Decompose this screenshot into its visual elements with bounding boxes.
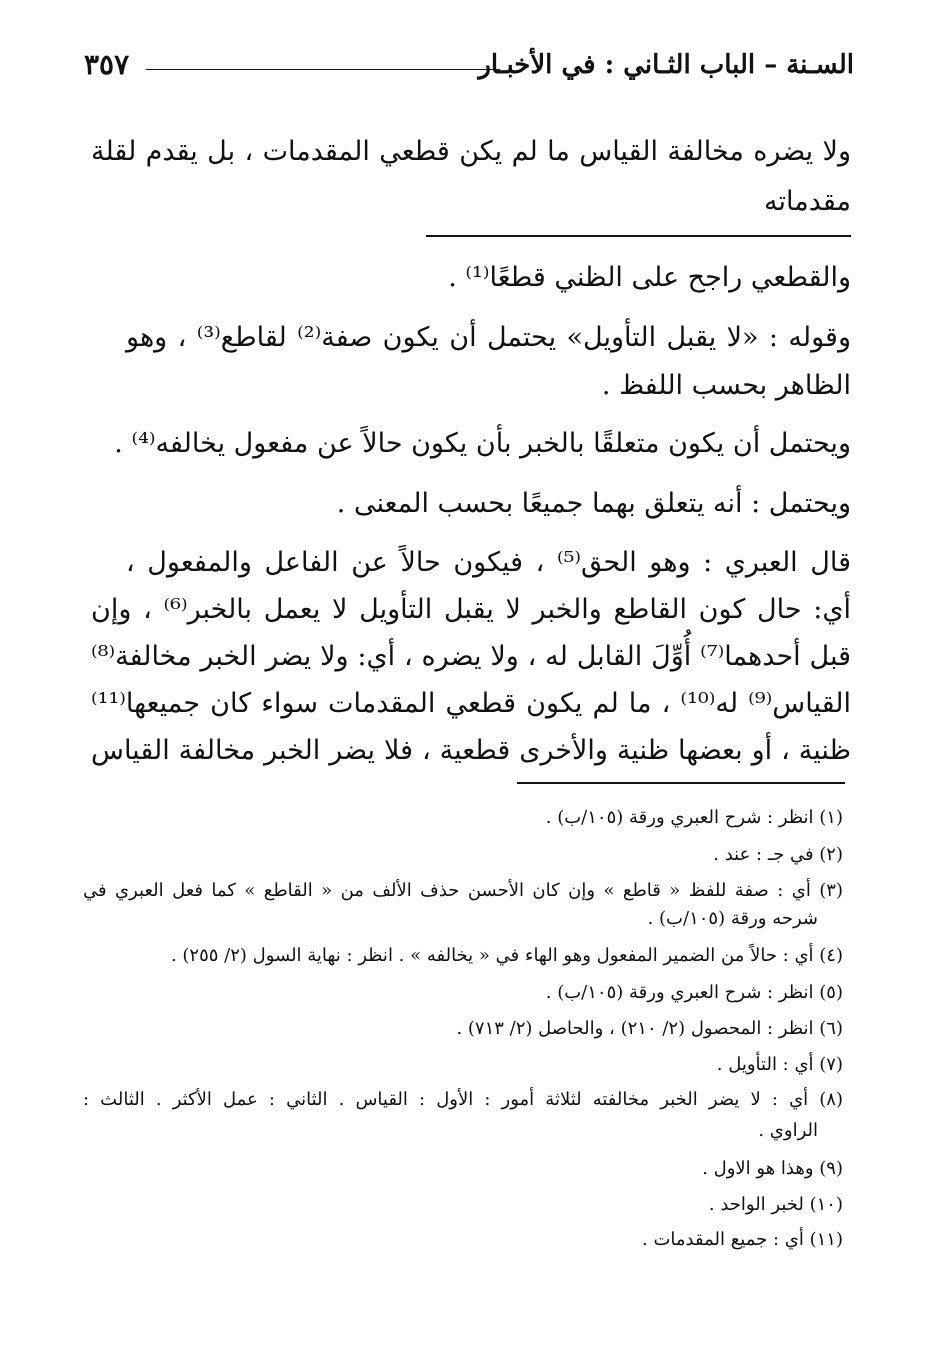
page-number: ٣٥٧: [84, 48, 130, 81]
footnote: (٥) انظر : شرح العبري ورقة (١٠٥/ب) .: [545, 982, 843, 1003]
footnote: (٧) أي : التأويل .: [716, 1054, 843, 1075]
body-line: مقدماته: [764, 186, 851, 217]
body-line: ويحتمل : أنه يتعلق بهما جميعًا بحسب المعنى .: [336, 488, 851, 519]
body-line: قبل أحدهما⁽⁷⁾ أُوِّلَ القابل له ، ولا يضره ، أي: ولا يضر الخبر مخالفة⁽⁸⁾: [91, 641, 852, 672]
footnote: (٩) وهذا هو الاول .: [702, 1158, 843, 1179]
body-line: أي: حال كون القاطع والخبر لا يقبل التأويل لا يعمل بالخبر⁽⁶⁾ ، وإن: [91, 594, 851, 625]
body-line: ظنية ، أو بعضها ظنية والأخرى قطعية ، فلا يضر الخبر مخالفة القياس: [91, 735, 851, 766]
footnote: (١١) أي : جميع المقدمات .: [642, 1229, 843, 1250]
body-line: الظاهر بحسب اللفظ .: [601, 370, 851, 401]
footnote: (٣) أي : صفة للفظ « قاطع » وإن كان الأحسن حذف الألف من « القاطع » كما فعل العبري في: [83, 880, 843, 901]
footnote: (١٠) لخبر الواحد .: [708, 1194, 843, 1215]
footnote-separator: [517, 782, 845, 784]
page-header: [84, 48, 854, 92]
header-rule: [146, 69, 500, 70]
body-line: القياس⁽⁹⁾ له⁽¹⁰⁾ ، ما لم يكون قطعي المقدمات سواء كان جميعها⁽¹¹⁾: [91, 688, 851, 719]
footnote: (٢) في جـ : عند .: [713, 844, 843, 865]
body-line: ويحتمل أن يكون متعلقًا بالخبر بأن يكون حالاً عن مفعول يخالفه⁽⁴⁾ .: [114, 428, 851, 459]
running-title: السـنة – الباب الثـاني : في الأخبـار: [478, 50, 854, 80]
body-line: ولا يضره مخالفة القياس ما لم يكن قطعي المقدمات ، بل يقدم لقلة: [91, 136, 851, 167]
footnote: (٤) أي : حالاً من الضمير المفعول وهو الهاء في « يخالفه » . انظر : نهاية السول (٢/ ٢٥٥) .: [170, 945, 843, 966]
body-line: والقطعي راجح على الظني قطعًا⁽¹⁾ .: [448, 262, 851, 293]
footnote-continuation: شرحه ورقة (١٠٥/ب) .: [647, 908, 818, 929]
body-line: قال العبري : وهو الحق⁽⁵⁾ ، فيكون حالاً عن الفاعل والمفعول ،: [126, 547, 852, 578]
footnote: (٨) أي : لا يضر الخبر مخالفته لثلاثة أمور : الأول : القياس . الثاني : عمل الأكثر . الثالث :: [83, 1089, 843, 1110]
footnote: (١) انظر : شرح العبري ورقة (١٠٥/ب) .: [545, 807, 843, 828]
body-line: وقوله : «لا يقبل التأويل» يحتمل أن يكون صفة⁽²⁾ لقاطع⁽³⁾ ، وهو: [126, 322, 851, 353]
footnote: (٦) انظر : المحصول (٢/ ٢١٠) ، والحاصل (٢/ ٧١٣) .: [456, 1018, 843, 1039]
continuation-rule: [426, 235, 851, 237]
footnote-continuation: الراوي .: [758, 1120, 818, 1141]
